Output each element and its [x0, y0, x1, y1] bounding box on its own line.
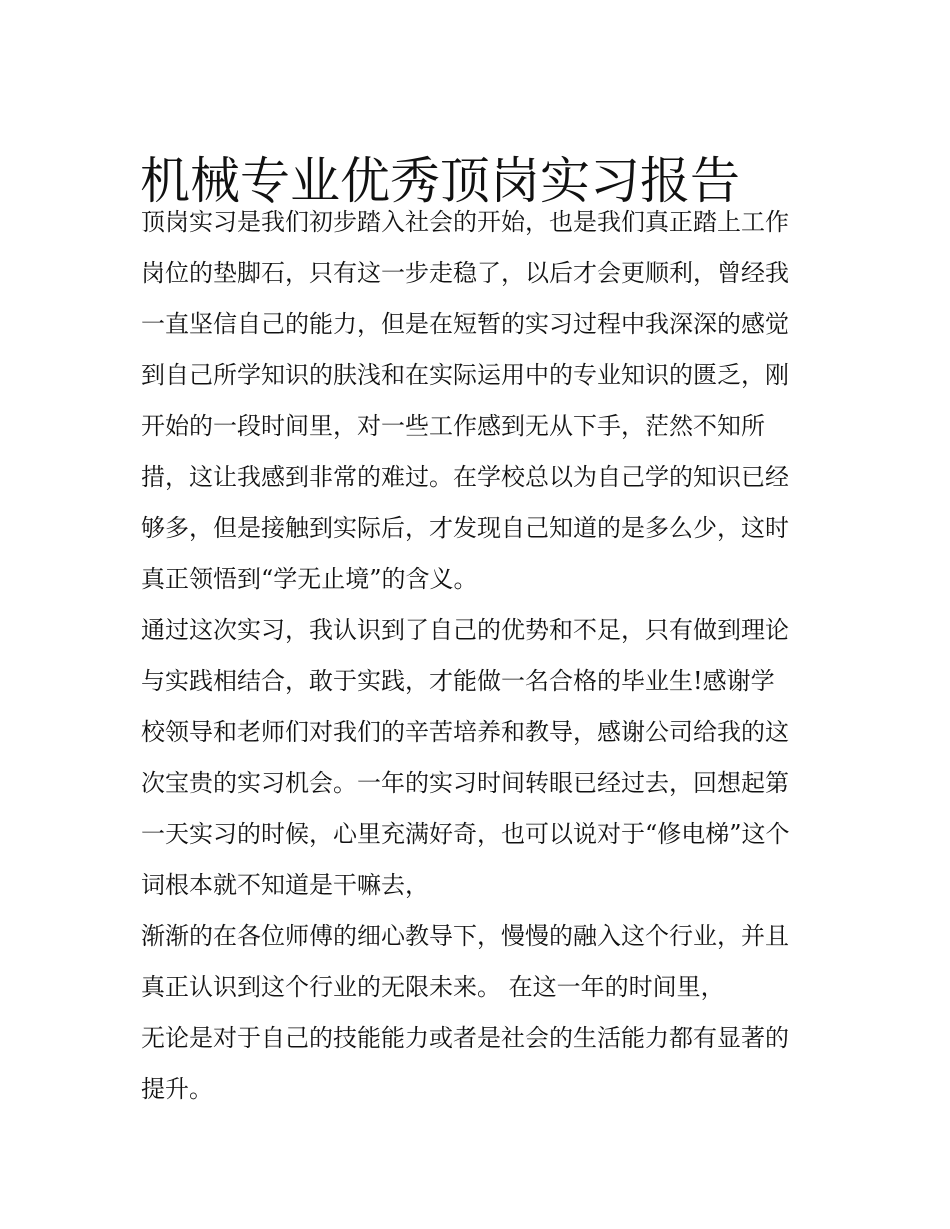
text-line: 真正认识到这个行业的无限未来。 在这一年的时间里， — [141, 973, 725, 1001]
text-line: 校领导和老师们对我们的辛苦培养和教导，感谢公司给我的这 — [141, 718, 789, 746]
document-body — [141, 197, 821, 1115]
text-line: 一直坚信自己的能力，但是在短暂的实习过程中我深深的感觉 — [141, 310, 789, 338]
text-line: 到自己所学知识的肤浅和在实际运用中的专业知识的匮乏，刚 — [141, 361, 789, 389]
text-line: 开始的一段时间里，对一些工作感到无从下手，茫然不知所 — [141, 412, 765, 440]
text-line: 岗位的垫脚石，只有这一步走稳了，以后才会更顺利，曾经我 — [141, 259, 789, 287]
text-line: 一天实习的时候，心里充满好奇，也可以说对于“修电梯”这个 — [141, 820, 790, 848]
text-line: 渐渐的在各位师傅的细心教导下，慢慢的融入这个行业，并且 — [141, 922, 789, 950]
text-line: 次宝贵的实习机会。一年的实习时间转眼已经过去，回想起第 — [141, 769, 789, 797]
text-line: 无论是对于自己的技能能力或者是社会的生活能力都有显著的 — [141, 1024, 789, 1052]
text-line: 够多，但是接触到实际后，才发现自己知道的是多么少，这时 — [141, 514, 789, 542]
document-title: 机械专业优秀顶岗实习报告 — [140, 151, 740, 210]
text-line: 通过这次实习，我认识到了自己的优势和不足，只有做到理论 — [141, 616, 789, 644]
text-line: 提升。 — [141, 1075, 213, 1103]
text-line: 顶岗实习是我们初步踏入社会的开始，也是我们真正踏上工作 — [141, 208, 789, 236]
text-line: 措，这让我感到非常的难过。在学校总以为自己学的知识已经 — [141, 463, 789, 491]
text-line: 与实践相结合，敢于实践，才能做一名合格的毕业生!感谢学 — [141, 667, 775, 695]
text-line: 词根本就不知道是干嘛去， — [141, 871, 429, 899]
text-line: 真正领悟到“学无止境”的含义。 — [141, 565, 478, 593]
